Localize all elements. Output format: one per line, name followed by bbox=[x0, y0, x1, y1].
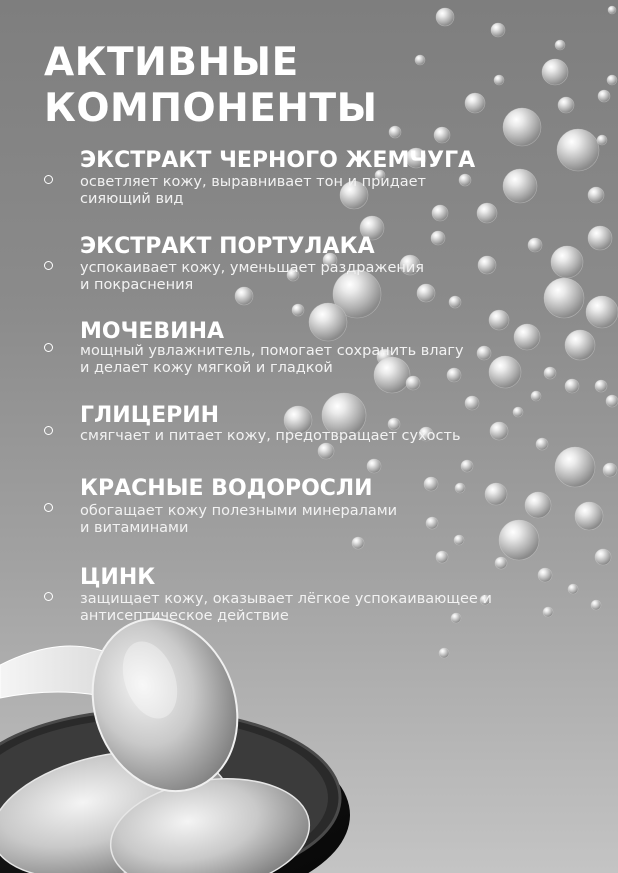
pearl-icon bbox=[595, 380, 607, 392]
pearl-icon bbox=[607, 75, 617, 85]
pearl-icon bbox=[389, 126, 401, 138]
ingredient-name: ЭКСТРАКТ ПОРТУЛАКА bbox=[80, 234, 375, 259]
pearl-icon bbox=[588, 226, 612, 250]
pearl-icon bbox=[591, 600, 601, 610]
pearl-icon bbox=[485, 483, 507, 505]
pearl-icon bbox=[528, 238, 542, 252]
pearl-icon bbox=[603, 463, 617, 477]
pearl-icon bbox=[606, 395, 618, 407]
pearl-icon bbox=[434, 127, 450, 143]
pearl-icon bbox=[491, 23, 505, 37]
ingredient-name: МОЧЕВИНА bbox=[80, 319, 225, 344]
pearl-icon bbox=[292, 304, 304, 316]
pearl-icon bbox=[555, 447, 595, 487]
pearl-icon bbox=[555, 40, 565, 50]
pearl-icon bbox=[598, 90, 610, 102]
ingredient-description: мощный увлажнитель, помогает сохранить влагу и делает кожу мягкой и гладкой bbox=[80, 343, 464, 376]
pearl-icon bbox=[406, 376, 420, 390]
pearl-icon bbox=[586, 296, 618, 328]
pearl-icon bbox=[558, 97, 574, 113]
eye-patch-jar bbox=[0, 610, 360, 873]
pearl-icon bbox=[565, 330, 595, 360]
pearl-icon bbox=[436, 551, 448, 563]
ingredient-description: защищает кожу, оказывает лёгкое успокаивающее и антисептическое действие bbox=[80, 591, 492, 624]
pearl-icon bbox=[608, 6, 616, 14]
pearl-icon bbox=[318, 443, 334, 459]
pearl-icon bbox=[538, 568, 552, 582]
pearl-icon bbox=[568, 584, 578, 594]
pearl-icon bbox=[436, 8, 454, 26]
pearl-icon bbox=[465, 396, 479, 410]
title-line-1: АКТИВНЫЕ bbox=[44, 40, 299, 85]
pearl-icon bbox=[465, 93, 485, 113]
pearl-icon bbox=[431, 231, 445, 245]
pearl-icon bbox=[565, 379, 579, 393]
ingredient-name: ЦИНК bbox=[80, 565, 156, 590]
pearl-icon bbox=[461, 460, 473, 472]
pearl-icon bbox=[309, 303, 347, 341]
ingredient-name: ГЛИЦЕРИН bbox=[80, 403, 220, 428]
pearl-icon bbox=[449, 296, 461, 308]
pearl-icon bbox=[544, 278, 584, 318]
pearl-icon bbox=[439, 648, 449, 658]
pearl-icon bbox=[367, 459, 381, 473]
pearl-icon bbox=[415, 55, 425, 65]
ingredient-description: успокаивает кожу, уменьшает раздражения и покраснения bbox=[80, 260, 424, 293]
ingredient-name: ЭКСТРАКТ ЧЕРНОГО ЖЕМЧУГА bbox=[80, 148, 476, 173]
circle-outline-icon bbox=[44, 261, 53, 270]
pearl-icon bbox=[557, 129, 599, 171]
pearl-icon bbox=[352, 537, 364, 549]
pearl-icon bbox=[513, 407, 523, 417]
pearl-icon bbox=[575, 502, 603, 530]
pearl-icon bbox=[597, 135, 607, 145]
pearl-icon bbox=[503, 108, 541, 146]
pearl-icon bbox=[588, 187, 604, 203]
pearl-icon bbox=[489, 310, 509, 330]
pearl-icon bbox=[494, 75, 504, 85]
pearl-icon bbox=[424, 477, 438, 491]
circle-outline-icon bbox=[44, 343, 53, 352]
circle-outline-icon bbox=[44, 503, 53, 512]
ingredient-description: смягчает и питает кожу, предотвращает сухость bbox=[80, 428, 461, 444]
ingredient-description: обогащает кожу полезными минералами и витаминами bbox=[80, 503, 398, 536]
pearl-icon bbox=[495, 557, 507, 569]
pearl-icon bbox=[542, 59, 568, 85]
circle-outline-icon bbox=[44, 175, 53, 184]
circle-outline-icon bbox=[44, 426, 53, 435]
pearl-icon bbox=[551, 246, 583, 278]
pearl-icon bbox=[531, 391, 541, 401]
pearl-icon bbox=[595, 549, 611, 565]
pearl-icon bbox=[455, 483, 465, 493]
title-line-2: КОМПОНЕНТЫ bbox=[44, 86, 378, 131]
circle-outline-icon bbox=[44, 592, 53, 601]
ingredient-description: осветляет кожу, выравнивает тон и придает сияющий вид bbox=[80, 174, 426, 207]
page-title bbox=[44, 40, 378, 132]
ingredient-name: КРАСНЫЕ ВОДОРОСЛИ bbox=[80, 476, 373, 501]
